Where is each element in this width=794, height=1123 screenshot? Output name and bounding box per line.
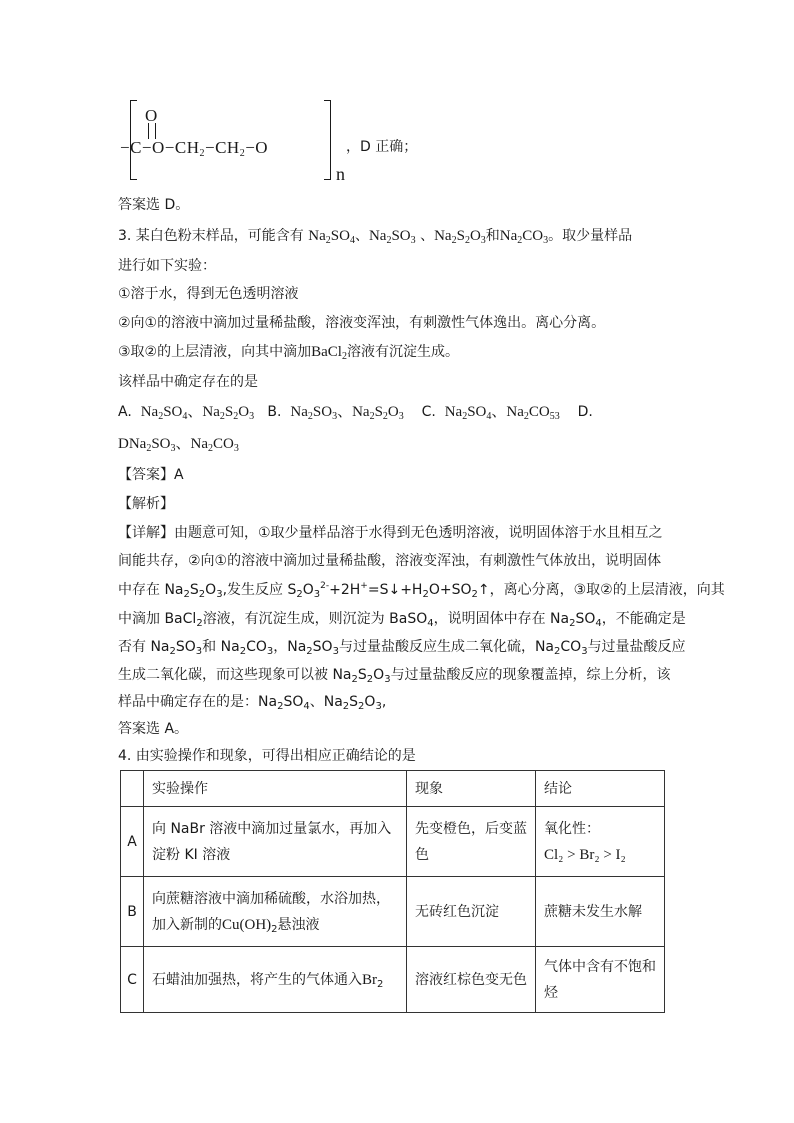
q3-detail-3: 中存在 $Na_2S_2O_3$,发生反应 $S_2O_3^{2-}+2H^+=S↓+H_2O+SO_2↑$，离心分离，③取②的上层清液，向其 [118, 581, 725, 600]
q3-detail-5: 否有 $Na_2SO_3$和 $Na_2CO_3$，$Na_2SO_3$与过量盐酸反应生成二氧化硫，$Na_2CO_3$与过量盐酸反应 [118, 639, 686, 657]
table-row [121, 947, 665, 1013]
option-b: B. $Na_2SO_3$、$Na_2S_2O_3$ [267, 404, 404, 422]
table-row [121, 877, 665, 947]
polymer-conclusion: ，D 正确； [346, 139, 418, 155]
polymer-structure [118, 96, 418, 186]
option-d: $DNa_2SO_3$、$Na_2CO_3$ [118, 436, 239, 454]
row-operation: 石蜡油加强热，将产生的气体通入$Br_2$ [144, 947, 407, 1013]
row-phenomenon: 无砖红色沉淀 [407, 877, 536, 947]
table-row [121, 807, 665, 877]
repeat-count: n [336, 164, 345, 184]
right-bracket [324, 100, 331, 180]
q3-step-1: ①溶于水，得到无色透明溶液 [118, 286, 299, 302]
header-label [121, 771, 144, 807]
row-conclusion: 蔗糖未发生水解 [536, 877, 665, 947]
q3-answer-tag: 【答案】A [118, 467, 184, 483]
q3-stem: 3. 某白色粉末样品，可能含有 $Na_2SO_4$、$Na_2SO_3$ 、$Na_2S_2O_3$和$Na_2CO_3$。取少量样品 [118, 228, 633, 246]
row-operation: 向蔗糖溶液中滴加稀硫酸，水浴加热， 加入新制的$Cu(OH)_2$悬浊液 [144, 877, 407, 947]
row-label: B [121, 877, 144, 947]
q3-step-2: ②向①的溶液中滴加过量稀盐酸，溶液变浑浊，有刺激性气体逸出。离心分离。 [118, 315, 606, 331]
answer-previous: 答案选 D。 [118, 197, 190, 213]
header-phenomenon: 现象 [407, 771, 536, 807]
q3-detail-7: 样品中确定存在的是：$Na_2SO_4$、$Na_2S_2O_3$, [118, 694, 387, 712]
q3-question: 该样品中确定存在的是 [118, 374, 258, 390]
row-phenomenon: 先变橙色，后变蓝 色 [407, 807, 536, 877]
q3-detail-6: 生成二氧化碳，而这些现象可以被 $Na_2S_2O_3$与过量盐酸反应的现象覆盖掉，综上分析，该 [118, 667, 671, 685]
option-d-label: D. [577, 404, 593, 420]
row-phenomenon: 溶液红棕色变无色 [407, 947, 536, 1013]
q3-detail-1: 【详解】由题意可知，①取少量样品溶于水得到无色透明溶液，说明固体溶于水且相互之 [118, 525, 663, 541]
option-c: C. $Na_2SO_4$、$Na_2CO_{53}$ [421, 404, 560, 422]
q3-detail-4: 中滴加 BaCl$_2$溶液，有沉淀生成，则沉淀为 BaSO$_4$，说明固体中存在 $Na_2SO_4$，不能确定是 [118, 611, 686, 629]
q3-answer-final: 答案选 A。 [118, 721, 189, 737]
header-operation: 实验操作 [144, 771, 407, 807]
row-conclusion: 气体中含有不饱和 烃 [536, 947, 665, 1013]
double-bond [148, 123, 156, 139]
option-a: A. $Na_2SO_4$、$Na_2S_2O_3$ [118, 404, 255, 422]
table-header-row [121, 771, 665, 807]
polymer-chain: $-C-O-CH_2-CH_2-O$ [120, 138, 269, 159]
row-operation: 向 NaBr 溶液中滴加过量氯水，再加入 淀粉 KI 溶液 [144, 807, 407, 877]
q3-stem-cont: 进行如下实验： [118, 258, 216, 274]
q3-detail-2: 间能共存，②向①的溶液中滴加过量稀盐酸，溶液变浑浊，有刺激性气体放出，说明固体 [118, 553, 662, 569]
header-conclusion: 结论 [536, 771, 665, 807]
q3-step-3: ③取②的上层清液，向其中滴加BaCl$_2$溶液有沉淀生成。 [118, 344, 459, 362]
q4-stem: 4. 由实验操作和现象，可得出相应正确结论的是 [118, 748, 416, 764]
row-label: A [121, 807, 144, 877]
q3-options-row [118, 402, 593, 422]
q3-analysis-tag: 【解析】 [118, 496, 174, 512]
experiment-table [120, 770, 665, 1013]
carbonyl-oxygen: O [145, 106, 158, 125]
row-conclusion: 氧化性： Cl₂ > Br₂ > I₂ [536, 807, 665, 877]
row-label: C [121, 947, 144, 1013]
